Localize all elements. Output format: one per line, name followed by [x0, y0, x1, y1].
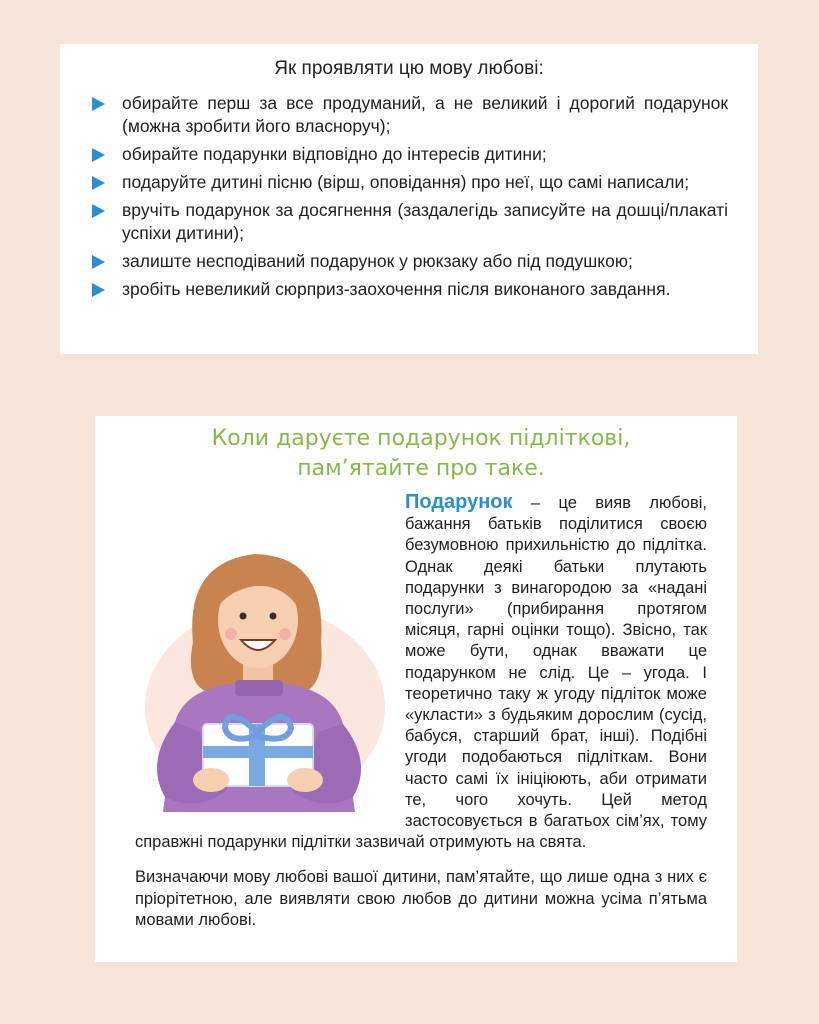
triangle-right-icon [92, 204, 105, 218]
gift-term: Подарунок [405, 491, 513, 513]
triangle-right-icon [92, 283, 105, 297]
gift-heading: Коли даруєте подарунок підліткові, пам’ятайте про таке. [211, 426, 631, 481]
list-item: вручіть подарунок за досягнення (заздалегідь записуйте на дошці/плакаті успіхи дитини); [90, 199, 728, 245]
tips-card [60, 44, 758, 354]
gift-paragraph: Подарунок – це вияв любові, бажання батьків поділитися своєю безумовною прихильністю до підлітка. Однак деякі батьки плутають подарунки з винагородою за «надані послуги» (прибирання протягом місяця, гарні оцінки тощо). Звісно, так може бути, однак вважати це подарунком не слід. Це – угода. І теоретично таку ж угоду підліток може «укласти» з будьяким дорослим (сусід, бабуся, старший брат, інші). Подібні угоди подобаються підліткам. Вони часто самі їх ініціюють, аби отримати те, чого хочуть. Цей метод застосовується в багатьох сім’ях, тому справжні подарунки підлітки зазвичай отримують на свята. [135, 491, 707, 852]
gift-info-card [95, 416, 737, 962]
tips-list [90, 92, 728, 301]
list-item: подаруйте дитині пісню (вірш, оповідання) про неї, що самі написали; [90, 171, 728, 194]
love-language-paragraph: Визначаючи мову любові вашої дитини, пам’ятайте, що лише одна з них є пріорітетною, але виявляти свою любов до дитини можна усіма п’ятьма мовами любові. [135, 868, 707, 929]
triangle-right-icon [92, 255, 105, 269]
triangle-right-icon [92, 97, 105, 111]
list-item: залиште несподіваний подарунок у рюкзаку або під подушкою; [90, 250, 728, 273]
list-item: обирайте перш за все продуманий, а не великий і дорогий подарунок (можна зробити його власноруч); [90, 92, 728, 138]
list-item: зробіть невеликий сюрприз-заохочення після виконаного завдання. [90, 278, 728, 301]
tips-title: Як проявляти цю мову любові: [274, 58, 544, 79]
girl-holding-gift-illustration [115, 492, 395, 812]
list-item: обирайте подарунки відповідно до інтересів дитини; [90, 143, 728, 166]
triangle-right-icon [92, 176, 105, 190]
triangle-right-icon [92, 148, 105, 162]
